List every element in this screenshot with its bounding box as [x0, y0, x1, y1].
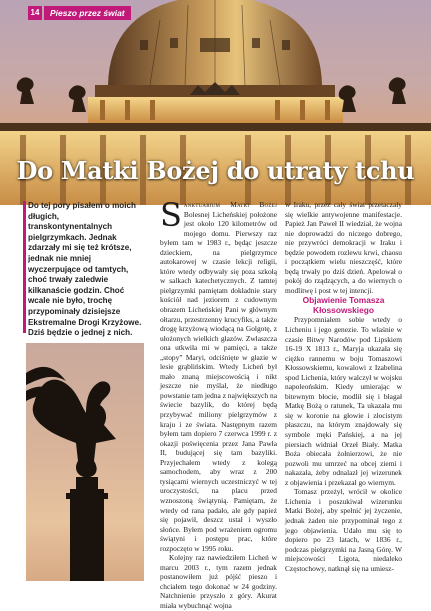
article-lead: [28, 201, 144, 339]
section-label: Pieszo przez świat: [44, 6, 131, 20]
paragraph: Tomasz przeżył, wrócił w okolice Lichenia i poszukiwał wizerunku Matki Bożej, aby spełnić jej życzenie, jednak żaden nie przypominał tego z jego objawienia. Udało mu się to dopiero po 23 latach, w 1836 r., podczas pielgrzymki na Jasną Górę. W miejscowości Ligota, niedaleko Częstochowy, natknął się na umiesz-: [285, 487, 402, 573]
paragraph: Przypomniałem sobie wtedy o Licheniu i jego genezie. To właśnie w czasie Bitwy Narodów pod Lipskiem 16-19 X 1813 r., Maryja ukazała się ciężko rannemu w boju Tomaszowi Kłossowskiemu, kowalowi z Izabelina spod Lichenia, który walczył w wojsku napoleońskim. Kiedy umierając w bitewnym błocie, modlił się i błagał Matkę Bożą o ratunek, Ta ukazała mu się w koronie na głowie i złocistym płaszczu, na którym znajdowały się symbole męki Pańskiej, a na jej piersiach widniał Orzeł Biały. Matka Boża obiecała żołnierzowi, że nie pozwoli mu umrzeć na obcej ziemi i nakazała, żeby odnalazł jej wizerunek z objawienia i przekazał go wiernym.: [285, 315, 402, 487]
drop-cap: S: [160, 196, 182, 234]
hero-photo: [0, 0, 431, 205]
eagle-statue-photo: [26, 343, 144, 581]
paragraph-text: Bolesnej Licheńskiej położone jest około 120 kilometrów od mojego domu. Pierwszy raz byłem tam w 1983 r., będąc jeszcze dzieckiem, na pielgrzymce autokarowej w czasie lekcji religii, które wtedy odbywały się poza szkołą w salkach katechetycznych. Z tamtej pielgrzymki pamiętam dokładnie stary kościół nad jeziorem z cudownym obrazem Licheńskiej Pani w głównym ołtarzu, przestrzenny krucyfiks, a także drogę krzyżową wiodącą na Golgotę, z ułożonych wielkich głazów. Zwłaszcza ona utkwiła mi w pamięci, a także „stopy” Maryi, odciśnięte w głazie w lesie grąblińskim. Wtedy Licheń był mało znaną miejscowością i nikt jeszcze nie myślał, że niedługo powstanie tam jedna z największych na świecie bazylik, do której będą przybywać miliony pielgrzymów z kraju i ze świata. Następnym razem byłem tam dopiero 7 czerwca 1999 r. z okazji poświęcenia przez Jana Pawła II, budującej się tam bazyliki. Przyjechałem wtedy z kolegą samochodem, aby wraz z 200 tysiącami wiernych uczestniczyć w tej uroczystości, na placu przed wznoszoną świątynią. Pamiętam, że wtedy od rana padało, ale gdy papież się pojawił, deszcz ustał i wyszło słońce. Byłem pod wrażeniem ogromu świątyni i postępu prac, które rozpoczęto w 1995 roku.: [160, 209, 277, 553]
paragraph: [160, 196, 277, 553]
lead-accent-bar: [23, 201, 26, 333]
lead-text: Do tej pory pisałem o moich długich, transkontynentalnych pielgrzymkach. Jednak zdarzały mi się też krótsze, jednak nie mniej wyczerpujące od tamtych, choć trwały zaledwie kilkanaście godzin. Choć wcale nie było, trochę przypominały dzisiejsze Ekstremalne Drogi Krzyżowe. Dziś będzie o jednej z nich.: [28, 201, 142, 338]
subheading: Objawienie Tomasza Kłossowskiego: [302, 295, 385, 316]
article-title: Do Matki Bożej do utraty tchu: [16, 156, 415, 185]
article-column-2: [285, 200, 402, 573]
eagle-silhouette-illustration: [26, 343, 144, 581]
paragraph: w Iraku, przez cały świat przetaczały się wielkie antywojenne manifestacje. Papież Jan Paweł II wiedział, że wojna nie doprowadzi do niczego dobrego, nie przywróci demokracji w Iraku i będzie powodem rozlewu krwi, chaosu i początkiem wielu nieszczęść, które będą trwały po dziś dzień. Apelował o pokój do rządzących, a do wiernych o modlitwę i post w tej intencji.: [285, 200, 402, 295]
page-number: 14: [28, 6, 42, 20]
article-column-1: [160, 196, 277, 611]
small-caps-opening: anktuarium Matki Bożej: [183, 200, 277, 209]
paragraph: Kolejny raz nawiedziłem Licheń w marcu 2003 r., tym razem jednak postanowiłem już pójść pieszo i chciałem tego dokonać w 24 godziny. Natchnienie przyszło z góry. Akurat miała wybuchnąć wojna: [160, 553, 277, 610]
